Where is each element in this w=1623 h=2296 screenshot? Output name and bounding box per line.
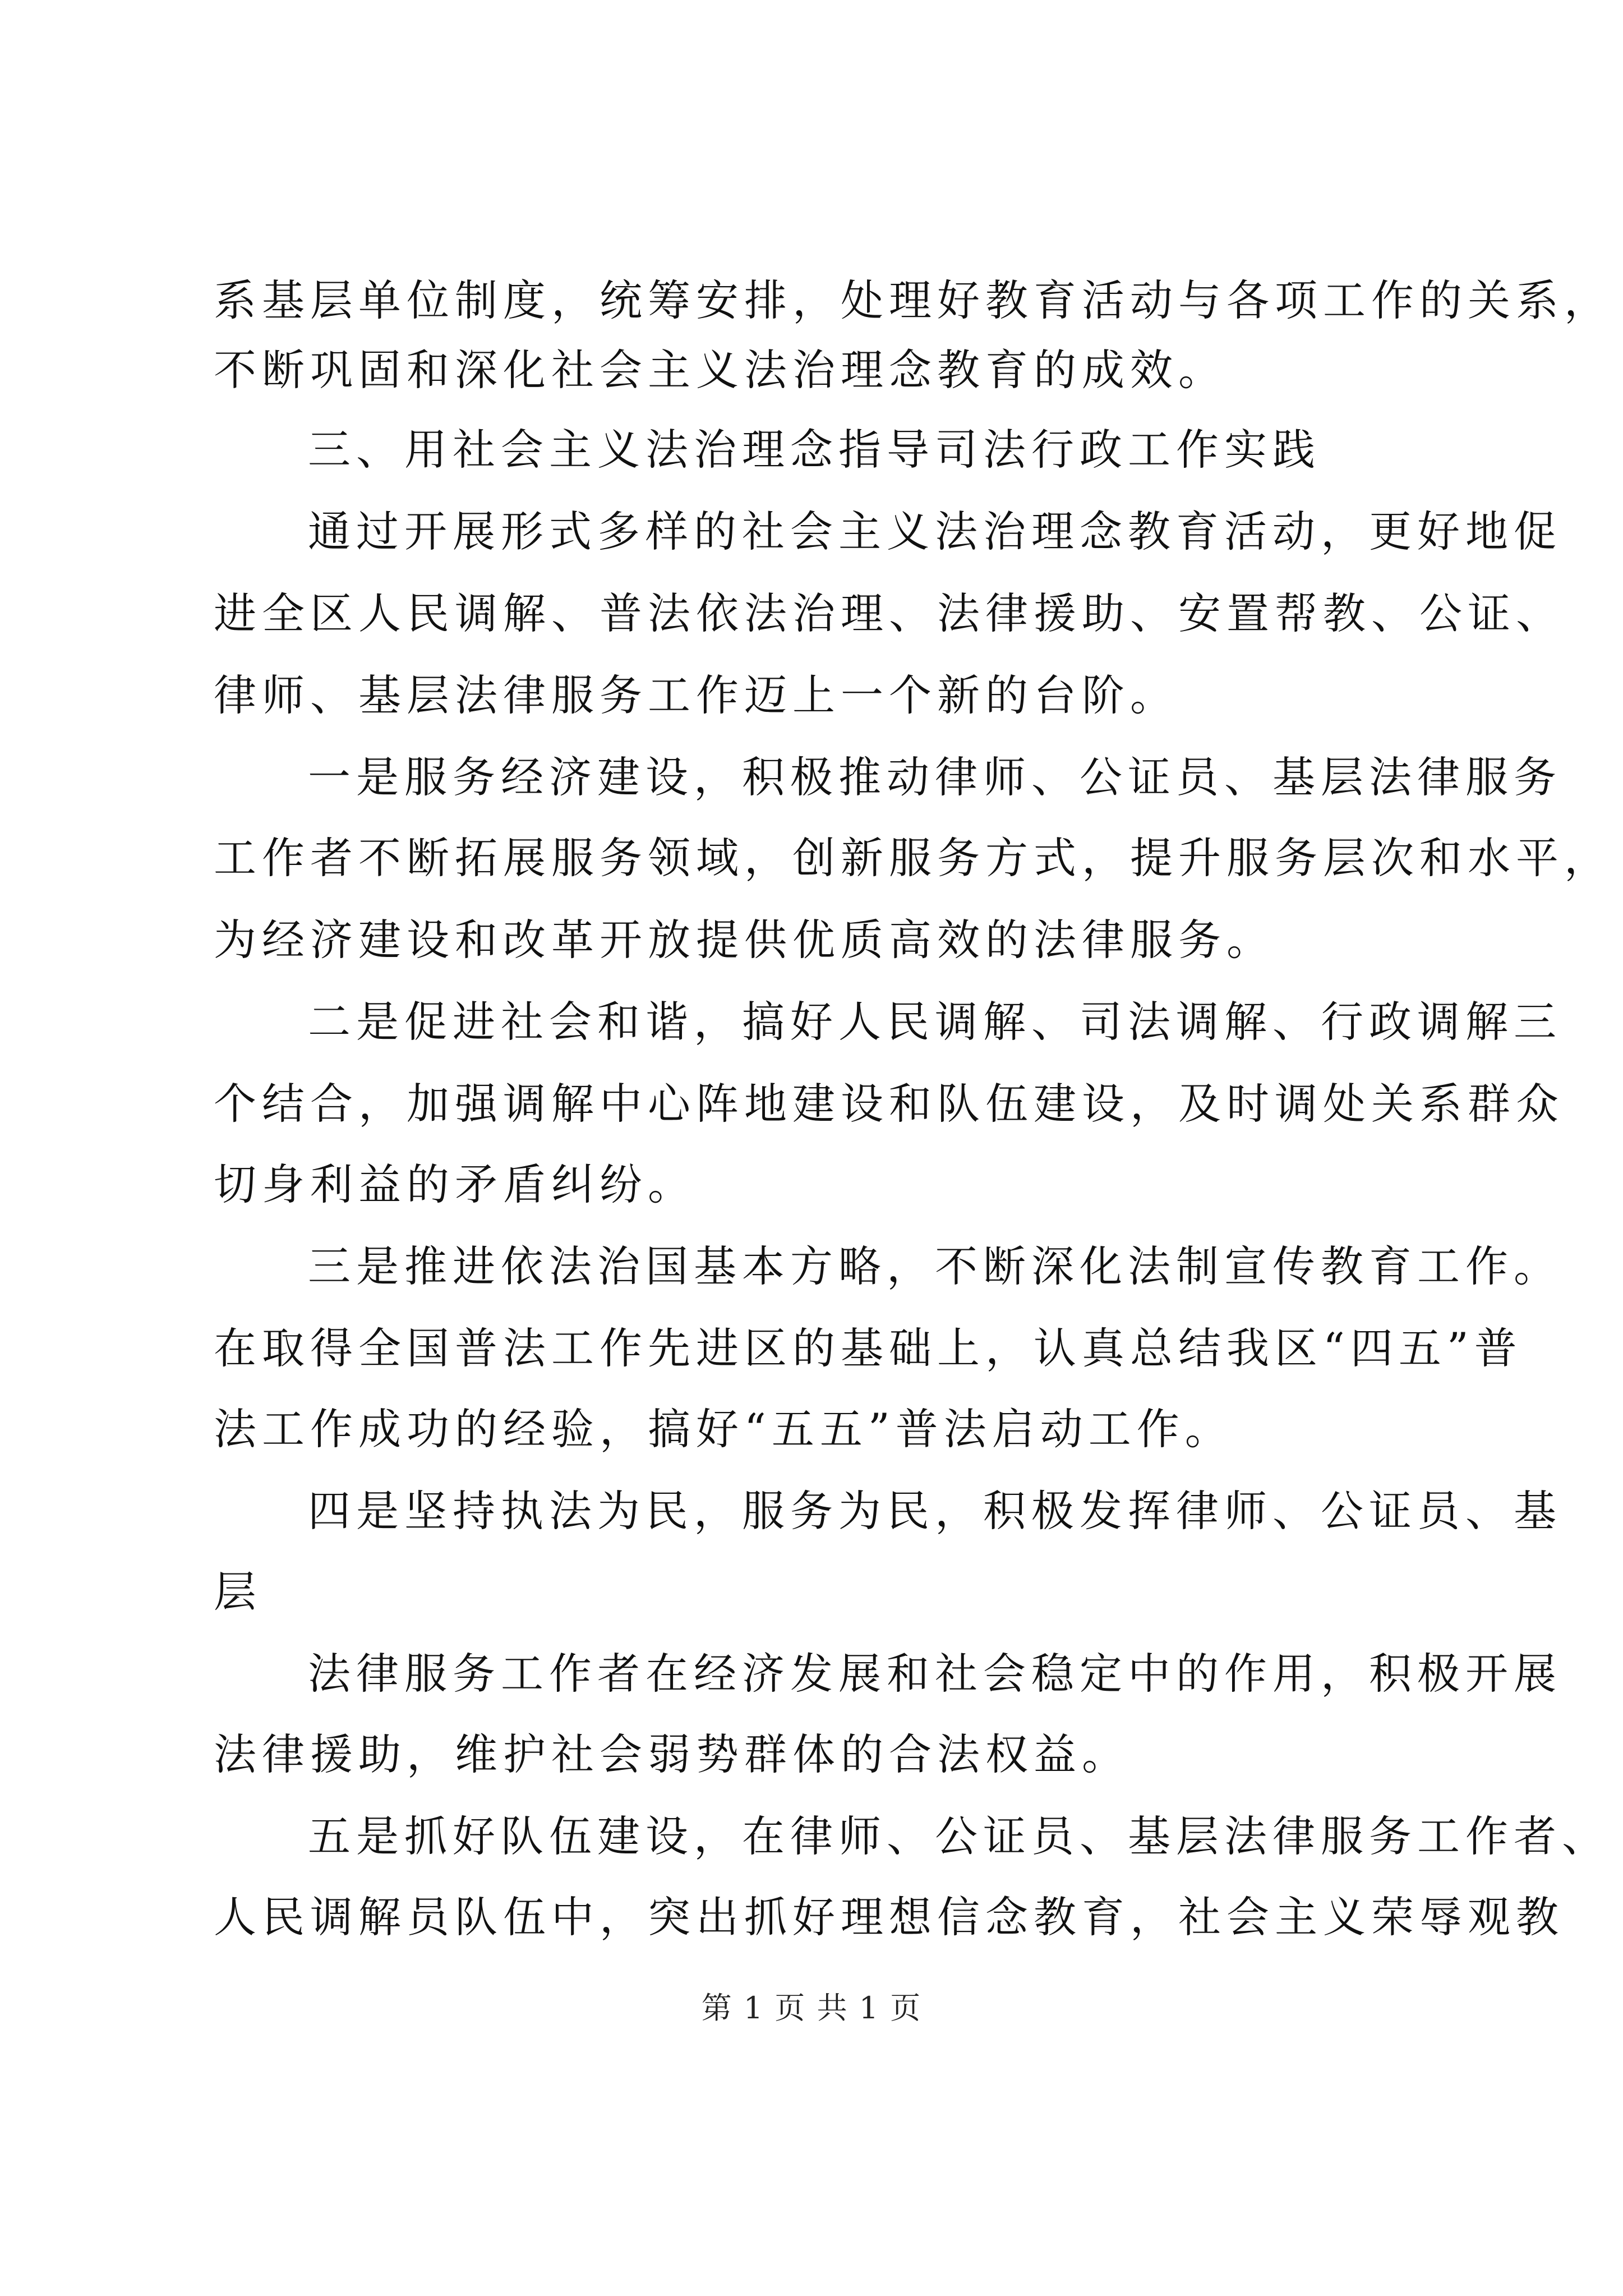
section-heading: 三、用社会主义法治理念指导司法行政工作实践 [308,425,1321,475]
body-text-line: 法工作成功的经验，搞好“五五”普法启动工作。 [214,1404,1233,1454]
body-text-line: 为经济建设和改革开放提供优质高效的法律服务。 [214,915,1275,965]
body-text-line: 在取得全国普法工作先进区的基础上，认真总结我区“四五”普 [214,1323,1523,1373]
body-text-line: 二是促进社会和谐，搞好人民调解、司法调解、行政调解三 [308,997,1562,1047]
body-text-line: 通过开展形式多样的社会主义法治理念教育活动，更好地促 [308,507,1562,556]
body-text-line: 律师、基层法律服务工作迈上一个新的台阶。 [214,670,1178,720]
body-text-line: 人民调解员队伍中，突出抓好理想信念教育，社会主义荣辱观教 [214,1892,1564,1942]
body-text-line: 工作者不断拓展服务领域，创新服务方式，提升服务层次和水平， [214,833,1612,883]
page-number-footer: 第 1 页 共 1 页 [701,1990,922,2026]
body-text-line: 个结合，加强调解中心阵地建设和队伍建设，及时调处关系群众 [214,1079,1564,1129]
body-text-line: 进全区人民调解、普法依法治理、法律援助、安置帮教、公证、 [214,588,1564,638]
body-text-line: 法律援助，维护社会弱势群体的合法权益。 [214,1729,1130,1779]
body-text-line: 切身利益的矛盾纠纷。 [214,1159,696,1209]
body-text-line: 不断巩固和深化社会主义法治理念教育的成效。 [214,345,1227,395]
body-text-line: 四是坚持执法为民，服务为民，积极发挥律师、公证员、基 [308,1486,1562,1536]
body-text-line: 三是推进依法治国基本方略，不断深化法制宣传教育工作。 [308,1241,1562,1291]
body-text-line: 系基层单位制度，统筹安排，处理好教育活动与各项工作的关系， [214,275,1612,325]
body-text-line: 五是抓好队伍建设，在律师、公证员、基层法律服务工作者、 [308,1811,1610,1861]
body-text-line: 层 [214,1567,262,1617]
body-text-line: 法律服务工作者在经济发展和社会稳定中的作用，积极开展 [308,1649,1562,1699]
body-text-line: 一是服务经济建设，积极推动律师、公证员、基层法律服务 [308,752,1562,802]
